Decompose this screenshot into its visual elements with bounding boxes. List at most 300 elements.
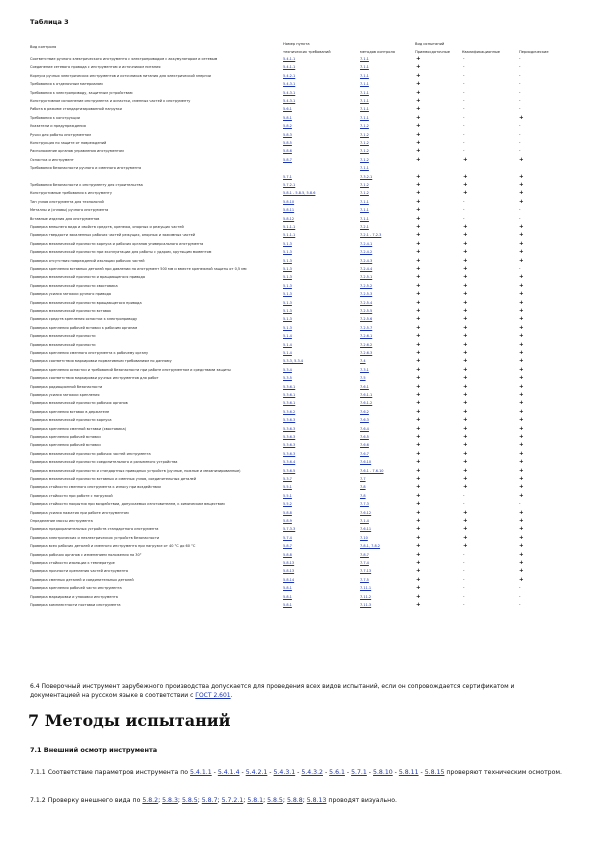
row-requirement-link[interactable]: 5.8.6 [283, 149, 292, 154]
row-requirement-link[interactable]: 5.1.4 [283, 351, 292, 355]
row-method-link[interactable]: 7.1.2 [360, 191, 369, 196]
row-requirement-link[interactable]: 5.3.6.3 [283, 426, 296, 431]
row-mark-5: + [519, 316, 524, 323]
row-mark-5: - [519, 81, 521, 87]
clause-link[interactable]: 5.4.2.1 [245, 769, 268, 776]
clause-link[interactable]: 5.8.15 [424, 769, 445, 776]
row-mark-4: - [463, 56, 465, 61]
row-mark-3: + [416, 274, 421, 281]
row-check-type: Конструктивное исполнение инструмента и оснастки, сменных частей к инструменту [30, 99, 191, 103]
row-method-link[interactable]: 7.2.1 [360, 225, 369, 229]
row-method-link[interactable]: 7.8.1, 7.8.2 [360, 544, 381, 549]
row-requirement-link[interactable]: 5.1.3 [283, 325, 292, 330]
row-mark-4: + [463, 324, 468, 331]
row-mark-4: + [463, 308, 468, 314]
row-mark-3: + [416, 400, 421, 407]
header-group1-sub1: технических требований [283, 50, 331, 54]
row-mark-5: + [519, 198, 524, 205]
row-mark-3: + [416, 282, 421, 289]
row-method-link[interactable]: 7.2.4.3 [360, 258, 373, 263]
row-requirement-link[interactable]: 5.1.1.1 [283, 225, 296, 229]
row-check-type: Тип узлов инструмента для технологий [30, 199, 104, 204]
row-mark-4: + [463, 350, 468, 356]
row-method-link[interactable]: 7.2.5.2 [360, 283, 373, 288]
row-method-link[interactable]: 7.2.5.3 [360, 292, 373, 297]
row-requirement-link[interactable]: 5.7.1 [283, 174, 292, 179]
row-check-type: Проверка твердости закаленных рабочих частей режущих, опорных и зажимных частей [30, 233, 196, 238]
row-check-type: Проверка механической прочности и вращающегося привода [30, 275, 145, 280]
row-requirement-link[interactable]: 5.3.5 [283, 376, 292, 381]
row-requirement-link[interactable]: 5.5.2 [283, 502, 292, 507]
row-requirement-link[interactable]: 5.1.3 [283, 275, 292, 280]
row-method-link[interactable]: 7.3.1 [360, 367, 369, 372]
row-method-link[interactable]: 7.2.6.1 [360, 334, 373, 339]
row-requirement-link[interactable]: 5.8.1 [283, 594, 292, 599]
subsection-title: 7.1 Внешний осмотр инструмента [30, 746, 158, 754]
row-check-type: Работа в режиме стандартизированной нагрузки [30, 107, 122, 112]
row-mark-5: + [519, 560, 524, 566]
row-check-type: Расположение органов управления инструментом [30, 149, 124, 154]
row-requirement-link[interactable]: 5.3.6.1 [283, 401, 296, 406]
paragraph-7-1-2: 7.1.2 Проверку внешнего вида по 5.8.2; 5.8.3; 5.8.5; 5.8.7; 5.7.2.1; 5.8.1; 5.8.5; 5.8.8; 5.8.13 проводят визуально. [30, 797, 397, 804]
row-check-type: Проверка механической прочности корпуса [30, 418, 112, 423]
row-method-link[interactable]: 7.6.7 [360, 451, 369, 456]
row-requirement-link[interactable]: 5.3.6.1 [283, 384, 296, 389]
row-check-type: Требования к отделочным материалам [30, 82, 103, 87]
row-method-link[interactable]: 7.6.11 [360, 527, 372, 532]
row-mark-4: - [463, 98, 465, 103]
row-method-link[interactable]: 7.5 [360, 376, 366, 381]
row-check-type: Проверка механической прочности рабочих органов [30, 401, 128, 406]
row-requirement-link[interactable]: 5.8.5 [283, 141, 292, 145]
row-method-link[interactable]: 7.2.4.1 [360, 241, 373, 246]
row-check-type: Требования к конструкции [30, 115, 80, 120]
row-mark-4: - [463, 72, 465, 78]
row-mark-4: - [463, 89, 465, 95]
row-method-link[interactable]: 7.2.5.4 [360, 300, 373, 305]
row-check-type: Проверка всех рабочих деталей и сменного инструмента при нагрузке от 40 °С до 60 °С [30, 544, 196, 549]
row-requirement-link[interactable]: 5.6.1 [283, 107, 292, 112]
row-method-link[interactable]: 7.3.2.1 [360, 174, 373, 179]
row-check-type: Проверка усилия затяжки ручного привода [30, 292, 112, 297]
row-requirement-link[interactable]: 5.1.3 [283, 317, 292, 322]
row-check-type: Проверка механической прочности корпуса и рабочих органов универсального инструмента [30, 241, 204, 246]
row-mark-5: + [519, 551, 524, 558]
row-method-link[interactable]: 7.6.12 [360, 510, 372, 515]
row-mark-5: + [519, 576, 524, 583]
row-method-link[interactable]: 7.1.2 [360, 149, 369, 154]
row-requirement-link[interactable]: 5.3.6.5 [283, 468, 296, 473]
row-check-type: Проверка электрических и неэлектрических устройств безопасности [30, 535, 160, 540]
row-check-type: Проверка прочности крепления частей инструмента [30, 569, 129, 574]
clause-link[interactable]: 5.6.1 [329, 769, 345, 776]
row-mark-5: + [519, 509, 524, 516]
row-requirement-link[interactable]: 5.3.6.3 [283, 451, 296, 456]
row-mark-4: + [463, 383, 468, 390]
row-mark-5: - [519, 72, 521, 78]
row-method-link[interactable]: 7.10 [360, 535, 368, 540]
row-check-type: Требования безопасности ручного и сменного инструмента [30, 166, 142, 171]
row-mark-3: + [416, 484, 421, 491]
row-requirement-link[interactable]: 5.5.1 [283, 485, 292, 490]
row-mark-5: + [519, 232, 524, 239]
row-method-link[interactable]: 7.6.1 [360, 384, 369, 389]
row-method-link[interactable]: 7.1.1 [360, 99, 369, 103]
row-requirement-link[interactable]: 5.3.4 [283, 367, 292, 372]
row-mark-3: + [416, 450, 421, 457]
paragraph-text: 7.1.1 Соответствие параметров инструмента по [30, 769, 191, 776]
row-check-type: Проверка механической прочности соединительного и разъемного устройства [30, 460, 178, 465]
row-mark-3: + [416, 459, 421, 466]
row-requirement-link[interactable]: 5.1.3 [283, 267, 292, 271]
row-requirement-link[interactable]: 5.8.13 [283, 561, 295, 565]
row-mark-5: + [519, 358, 524, 365]
row-requirement-link[interactable]: 5.3.6.4 [283, 460, 296, 465]
row-method-link[interactable]: 7.1.1 [360, 90, 369, 95]
note-link[interactable]: ГОСТ 2.601 [195, 692, 231, 699]
row-requirement-link[interactable]: 5.8.14 [283, 577, 295, 582]
row-requirement-link[interactable]: 5.4.2.1 [283, 73, 296, 78]
row-mark-5: + [519, 240, 524, 247]
row-method-link[interactable]: 7.1.1 [360, 208, 369, 213]
row-requirement-link[interactable]: 5.3.3, 5.3.4 [283, 359, 304, 364]
clause-link[interactable]: 5.8.5 [181, 797, 198, 804]
row-method-link[interactable]: 7.6.1.1 [360, 393, 373, 397]
clause-link[interactable]: 5.8.7 [201, 797, 218, 804]
row-mark-5: + [519, 257, 524, 264]
row-requirement-link[interactable]: 5.3.6.1 [283, 393, 296, 397]
row-mark-5: - [519, 501, 521, 507]
row-mark-3: + [416, 89, 421, 96]
row-requirement-link[interactable]: 5.1.3 [283, 292, 292, 297]
row-mark-4: + [463, 173, 468, 180]
row-requirement-link[interactable]: 5.3.6.2 [283, 409, 296, 414]
row-method-link[interactable]: 7.6.2 [360, 409, 369, 414]
row-requirement-link[interactable]: 5.1.3 [283, 309, 292, 313]
row-mark-4: - [463, 123, 465, 129]
row-requirement-link[interactable]: 5.1.3 [283, 258, 292, 263]
row-check-type: Требования безопасности к инструменту для строительства [30, 183, 143, 187]
row-mark-4: + [463, 316, 468, 323]
row-check-type: Проверка внешнего вида и свойств средств, крепежа, опорных и режущих частей [30, 225, 184, 229]
row-mark-5: - [519, 140, 521, 145]
row-mark-3: + [416, 98, 421, 104]
clause-link[interactable]: 5.8.5 [267, 797, 283, 804]
row-method-link[interactable]: 7.2.4.4 [360, 267, 373, 271]
row-requirement-link[interactable]: 5.8.1 [283, 603, 292, 607]
row-mark-5: + [519, 484, 524, 491]
row-check-type: Проверка соответствия маркировки ручных инструментов для работ [30, 376, 159, 381]
row-method-link[interactable]: 7.6.1.2 [360, 401, 373, 406]
row-mark-5: + [519, 274, 524, 281]
row-mark-4: + [463, 224, 468, 230]
row-mark-3: + [416, 509, 421, 516]
row-mark-5: + [519, 543, 524, 550]
row-requirement-link[interactable]: 5.5.1 [283, 493, 292, 498]
row-requirement-link[interactable]: 5.8.1 - 5.8.5, 5.8.6 [283, 191, 316, 196]
row-mark-3: + [416, 585, 421, 592]
row-method-link[interactable]: 7.11.2 [360, 594, 372, 599]
row-requirement-link[interactable]: 5.8.11 [283, 208, 295, 213]
row-check-type: Проверка механической прочности вставок [30, 309, 112, 313]
note-text: 6.4 Поверочный инструмент зарубежного производства допускается для проведения всех видов испытаний, если он сопровождается сертификатом и документацией на русском языке в соответствии с [30, 683, 515, 699]
row-requirement-link[interactable]: 5.3.6.3 [283, 435, 296, 439]
row-method-link[interactable]: 7.8 [360, 485, 366, 490]
row-requirement-link[interactable]: 5.7.3.3 [283, 527, 296, 532]
row-requirement-link[interactable]: 5.1.3 [283, 250, 292, 255]
paragraph-text: 7.1.2 Проверку внешнего вида по [30, 797, 143, 804]
row-mark-5: + [519, 459, 524, 466]
clause-link[interactable]: 5.4.1.1 [190, 769, 212, 776]
clause-link[interactable]: 5.8.3 [162, 797, 178, 804]
row-mark-5: + [519, 350, 524, 356]
row-check-type: Проверка радиационной безопасности [30, 384, 103, 389]
row-mark-5: + [519, 383, 524, 390]
row-requirement-link[interactable]: 5.3.6.3 [283, 418, 296, 423]
row-check-type: Проверка усилия затяжки крепления [30, 393, 100, 397]
row-method-link[interactable]: 7.2.4.2 [360, 250, 373, 255]
row-requirement-link[interactable]: 5.1.3 [283, 283, 292, 288]
row-mark-5: + [519, 467, 524, 474]
row-requirement-link[interactable]: 5.1.3 [283, 241, 292, 246]
row-mark-5: + [519, 324, 524, 331]
row-requirement-link[interactable]: 5.4.1.1 [283, 57, 296, 61]
row-requirement-link[interactable]: 5.8.2 [283, 124, 292, 129]
row-method-link[interactable]: 7.1.2 [360, 157, 369, 162]
row-check-type: Проверка крепления рабочей вставки к рабочим органам [30, 325, 138, 330]
row-method-link[interactable]: 7.8 [360, 493, 366, 498]
row-mark-4: + [463, 274, 468, 281]
row-mark-3: + [416, 291, 421, 298]
row-requirement-link[interactable]: 5.8.8 [283, 552, 292, 557]
row-check-type: Проверка комплектности поставки инструмента [30, 603, 121, 607]
row-method-link[interactable]: 7.2.5.7 [360, 325, 373, 330]
row-method-link[interactable]: 7.2.5.5 [360, 309, 373, 313]
row-check-type: Проверка усилия нажатия при работе инструментом [30, 510, 129, 515]
row-mark-5: + [519, 249, 524, 256]
clause-link[interactable]: 5.4.1.4 [217, 769, 240, 776]
row-mark-3: + [416, 560, 421, 566]
row-mark-5: + [519, 308, 524, 314]
row-mark-5: + [519, 156, 524, 163]
row-mark-3: + [416, 568, 421, 575]
row-requirement-link[interactable]: 5.8.1 [283, 115, 292, 120]
row-mark-4: + [463, 249, 468, 256]
row-method-link[interactable]: 7.1.2 [360, 124, 369, 129]
row-mark-5: - [519, 123, 521, 129]
clause-link[interactable]: 5.8.2 [142, 797, 159, 804]
row-method-link[interactable]: 7.6.5 [360, 435, 369, 439]
row-mark-4: + [463, 366, 468, 373]
row-mark-3: + [416, 64, 421, 71]
header-group1: Номер пункта [283, 42, 310, 46]
row-method-link[interactable]: 7.1.1 [360, 115, 369, 120]
row-method-link[interactable]: 7.7.3 [360, 502, 369, 507]
row-mark-4: + [463, 484, 468, 491]
row-mark-5: + [519, 518, 524, 524]
row-method-link[interactable]: 7.1.1 [360, 107, 369, 112]
row-requirement-link[interactable]: 5.8.1 [283, 586, 292, 591]
header-col4: Квалификационные [462, 50, 501, 54]
row-check-type: Проверка механической прочности [30, 334, 96, 339]
row-method-link[interactable]: 7.1.2 [360, 183, 369, 187]
row-method-link[interactable]: 7.1.1 [360, 57, 369, 61]
clause-link[interactable]: 5.8.11 [398, 769, 419, 776]
row-requirement-link[interactable]: 5.7.4 [283, 535, 292, 540]
section-title: 7 Методы испытаний [28, 711, 231, 730]
clause-link[interactable]: 5.8.13 [306, 797, 327, 804]
row-check-type: Проверка отсутствия повреждений изоляции рабочих частей [30, 258, 145, 263]
row-requirement-link[interactable]: 5.3.6.3 [283, 443, 296, 448]
row-method-link[interactable]: 7.2.5.1 [360, 275, 373, 280]
header-col5: Периодические [519, 50, 549, 54]
row-mark-4: - [463, 148, 465, 154]
row-requirement-link[interactable]: 5.4.3.1 [283, 82, 296, 87]
row-mark-4: + [463, 459, 468, 466]
row-check-type: Металлы и (сплавы) ручного инструмента [30, 208, 109, 213]
row-mark-4: + [463, 341, 468, 348]
row-method-link[interactable]: 7.1.2 [360, 132, 369, 137]
row-mark-3: + [416, 215, 421, 222]
row-method-link[interactable]: 7.7.5 [360, 577, 369, 582]
row-method-link[interactable]: 7.8.7 [360, 552, 369, 557]
row-mark-5: + [519, 400, 524, 407]
row-method-link[interactable]: 7.7.13 [360, 569, 372, 574]
row-mark-5: - [519, 106, 521, 112]
row-check-type: Проверка механической прочности и стандартных приводных устройств (ручные, ножные и механизированные) [30, 468, 241, 473]
clause-link[interactable]: 5.8.1 [247, 797, 264, 804]
row-requirement-link[interactable]: 5.8.13 [283, 569, 295, 574]
row-mark-3: + [416, 173, 421, 180]
row-mark-3: + [416, 408, 421, 415]
row-mark-3: + [416, 299, 421, 306]
row-mark-4: - [463, 501, 465, 507]
row-requirement-link[interactable]: 5.8.3 [283, 132, 292, 137]
row-check-type: Проверка средств крепления оснастки к электроприводу [30, 317, 138, 322]
row-check-type: Определение массы инструмента [30, 519, 93, 523]
clause-link[interactable]: 5.8.10 [373, 769, 393, 776]
clause-link[interactable]: 5.7.1 [351, 769, 367, 776]
clause-link[interactable]: 5.4.3.1 [273, 769, 296, 776]
row-method-link[interactable]: 7.1.4 [360, 519, 369, 523]
row-requirement-link[interactable]: 5.8.7 [283, 544, 292, 549]
row-method-link[interactable]: 7.4 [360, 359, 366, 364]
clause-link[interactable]: 5.7.2.1 [221, 797, 244, 804]
row-mark-5: - [519, 56, 521, 61]
row-check-type: Проверка предохранительных устройств стандартного инструмента [30, 527, 159, 532]
row-mark-4: + [463, 476, 468, 482]
row-requirement-link[interactable]: 5.4.3.1 [283, 99, 296, 103]
row-mark-4: - [463, 140, 465, 145]
row-mark-5: + [519, 366, 524, 373]
row-mark-3: + [416, 232, 421, 239]
row-requirement-link[interactable]: 5.1.4 [283, 334, 292, 339]
row-mark-4: + [463, 190, 468, 197]
row-mark-5: + [519, 434, 524, 440]
row-method-link[interactable]: 7.6.4 [360, 426, 369, 431]
row-method-link[interactable]: 7.6.6 [360, 443, 369, 448]
row-mark-5: + [519, 417, 524, 424]
row-check-type: Требования к электроприводу, защитным устройствам [30, 90, 133, 95]
row-method-link[interactable]: 7.1.1 [360, 166, 369, 171]
row-method-link[interactable]: 7.6.3 [360, 418, 369, 423]
row-requirement-link[interactable]: 5.7.2.1 [283, 183, 296, 187]
row-mark-3: + [416, 266, 421, 272]
row-requirement-link[interactable]: 5.8.10 [283, 199, 295, 204]
row-mark-5: + [519, 476, 524, 482]
row-check-type: Проверка крепления рабочей вставки [30, 443, 101, 448]
row-method-link[interactable]: 7.7 [360, 477, 366, 481]
row-requirement-link[interactable]: 5.4.1.1 [283, 65, 296, 70]
row-method-link[interactable]: 7.2.6.2 [360, 342, 373, 347]
row-requirement-link[interactable]: 5.8.9 [283, 519, 292, 523]
row-requirement-link[interactable]: 5.4.3.1 [283, 90, 296, 95]
row-mark-5: + [519, 408, 524, 415]
row-mark-3: + [416, 190, 421, 197]
row-mark-5: + [519, 492, 524, 499]
row-mark-4: + [463, 534, 468, 541]
row-check-type: Проверка крепления вставок в держателе [30, 409, 110, 414]
clause-link[interactable]: 5.8.8 [286, 797, 303, 804]
row-method-link[interactable]: 7.11.3 [360, 603, 372, 607]
row-check-type: Проверка механической прочности вставных и сменных узлов, соединительных деталей [30, 477, 196, 481]
row-method-link[interactable]: 7.7.4 [360, 561, 369, 565]
row-method-link[interactable]: 7.1.1 [360, 199, 369, 204]
row-method-link[interactable]: 7.1.2 [360, 141, 369, 145]
row-method-link[interactable]: 7.2.1 - 7.2.3 [360, 233, 382, 238]
row-mark-5: + [519, 282, 524, 289]
row-method-link[interactable]: 7.1.1 [360, 216, 369, 221]
paragraph-text: проверяют техническим осмотром. [444, 769, 563, 776]
clause-link[interactable]: 5.4.3.2 [301, 769, 323, 776]
row-mark-3: + [416, 526, 421, 533]
row-method-link[interactable]: 7.1.1 [360, 82, 369, 87]
row-mark-4: + [463, 417, 468, 424]
row-mark-4: + [463, 232, 468, 239]
row-mark-5: - [519, 593, 521, 599]
row-check-type: Проверка сменных деталей и соединительных деталей [30, 577, 134, 582]
row-mark-4: + [463, 257, 468, 264]
row-method-link[interactable]: 7.2.6.3 [360, 351, 373, 355]
row-requirement-link[interactable]: 5.1.4 [283, 342, 292, 347]
row-mark-3: + [416, 434, 421, 440]
row-method-link[interactable]: 7.6.10 [360, 460, 372, 465]
row-requirement-link[interactable]: 5.8.7 [283, 157, 292, 162]
row-mark-4: + [463, 467, 468, 474]
row-method-link[interactable]: 7.11.1 [360, 586, 372, 591]
row-requirement-link[interactable]: 5.1.1.1 [283, 233, 296, 238]
row-requirement-link[interactable]: 5.3.7 [283, 477, 292, 481]
row-mark-5: + [519, 450, 524, 457]
row-method-link[interactable]: 7.1.1 [360, 73, 369, 78]
row-check-type: Оснастка и инструмент [30, 157, 74, 162]
row-requirement-link[interactable]: 5.8.12 [283, 216, 295, 221]
row-mark-5: - [519, 215, 521, 221]
row-mark-3: + [416, 123, 421, 130]
row-mark-3: + [416, 366, 421, 373]
row-requirement-link[interactable]: 5.1.3 [283, 300, 292, 305]
row-method-link[interactable]: 7.2.5.6 [360, 317, 373, 322]
row-requirement-link[interactable]: 5.8.8 [283, 510, 292, 515]
row-check-type: Соединение сетевого провода с инструментом и источником питания [30, 65, 161, 70]
row-mark-5: + [519, 291, 524, 298]
row-mark-5: + [519, 190, 524, 197]
row-mark-5: - [519, 98, 521, 103]
row-mark-4: - [463, 114, 465, 120]
row-method-link[interactable]: 7.1.1 [360, 65, 369, 70]
row-mark-3: + [416, 417, 421, 424]
row-method-link[interactable]: 7.6.1 - 7.6.10 [360, 468, 384, 473]
